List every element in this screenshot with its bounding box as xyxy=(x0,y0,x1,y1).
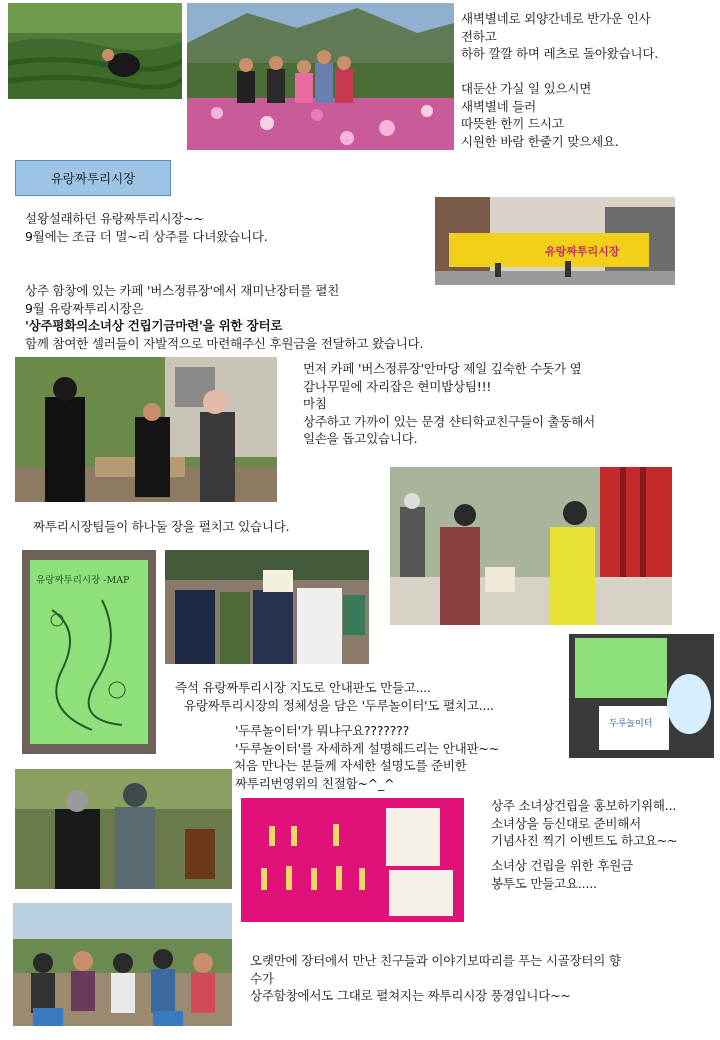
photo-statue xyxy=(15,769,232,889)
paragraph-8 xyxy=(491,857,633,892)
text-line: 소녀상 건립을 위한 후원금 xyxy=(491,858,633,873)
map-title: 유랑짜투리시장 -MAP xyxy=(36,575,130,586)
intro-line: 대둔산 가실 일 있으시면 xyxy=(461,81,592,96)
text-line: 상주하고 가까이 있는 문경 샨티학교친구들이 출동해서 xyxy=(303,413,595,429)
text-line: 오랫만에 장터에서 만난 친구들과 이야기보따리를 푸는 시골장터의 향 xyxy=(250,953,621,968)
photo-tea-field xyxy=(8,3,182,99)
photo-signs xyxy=(569,634,714,758)
photo-rice-table xyxy=(15,357,277,502)
intro-line: 하하 깔깔 하며 레츠로 돌아왔습니다. xyxy=(461,46,658,61)
intro-line: 새벽별네 들러 xyxy=(461,98,537,114)
paragraph-9 xyxy=(250,952,621,1005)
text-line: 상주함창에서도 그대로 펼쳐지는 짜투리시장 풍경입니다~~ xyxy=(250,988,571,1003)
text-line: 감나무밑에 자리잡은 현미밥상팀!!! xyxy=(303,378,492,394)
text-line: 수가 xyxy=(250,970,274,986)
text-line: 설왕설래하던 유랑짜투리시장~~ xyxy=(25,211,204,226)
intro-line: 시원한 바람 한줄기 맞으세요. xyxy=(461,133,619,149)
text-line: 짜투리번영위의 친절함~^_^ xyxy=(235,775,395,791)
intro-line xyxy=(461,63,658,81)
text-line: 봉투도 만들고요..... xyxy=(491,875,597,891)
text-line: 상주 함창에 있는 카페 '버스정류장'에서 재미난장터를 펼친 xyxy=(25,283,340,298)
intro-line: 새벽별네로 외양간네로 반가운 인사 xyxy=(461,11,651,26)
text-line: 9월에는 조금 더 멀~리 상주를 다녀왔습니다. xyxy=(25,228,268,244)
photo-crowd xyxy=(13,903,232,1026)
sign-label: 두루놀이터 xyxy=(609,719,653,729)
paragraph-1 xyxy=(25,210,268,245)
text-line: 함께 참여한 셀러들이 자발적으로 마련해주신 후원금을 전달하고 왔습니다. xyxy=(25,335,424,351)
section-tag: 유랑짜투리시장 xyxy=(15,160,171,196)
text-line-bold: '상주평화의소녀상 건립기금마련'을 위한 장터로 xyxy=(25,318,283,333)
paragraph-7 xyxy=(491,797,677,850)
text-line: '두루놀이터'가 뭐냐구요??????? xyxy=(235,723,410,738)
paragraph-2 xyxy=(25,282,423,352)
paragraph-4: 짜투리시장팀들이 하나둘 장을 펼치고 있습니다. xyxy=(33,519,290,534)
photo-market-stalls xyxy=(390,467,672,625)
paragraph-6 xyxy=(235,722,499,792)
text-line: 먼저 카페 '버스정류장'안마당 제일 깊숙한 수돗가 옆 xyxy=(303,361,582,376)
intro-line: 따뜻한 한끼 드시고 xyxy=(461,116,564,131)
intro-text xyxy=(461,10,658,150)
photo-pink-crafts xyxy=(241,798,464,922)
photo-clothes xyxy=(165,550,369,664)
paragraph-3 xyxy=(303,360,595,448)
photo-group-cosmos xyxy=(187,3,454,150)
text-line: '두루놀이터'를 자세하게 설명해드리는 안내판~~ xyxy=(235,740,499,756)
text-line: 9월 유랑짜투리시장은 xyxy=(25,300,144,316)
text-line: 유랑짜투리시장의 정체성을 담은 '두루놀이터'도 펼치고.... xyxy=(184,697,494,713)
text-line: 처음 만나는 분들께 자세한 설명도를 준비한 xyxy=(234,758,467,773)
intro-line: 전하고 xyxy=(461,28,497,44)
text-line: 마침 xyxy=(303,396,327,411)
text-line: 소녀상을 등신대로 준비해서 xyxy=(491,815,642,831)
banner-title: 유랑짜투리시장 xyxy=(545,245,620,258)
text-line: 상주 소녀상건립을 홍보하기위해... xyxy=(491,798,677,813)
text-line: 일손을 돕고있습니다. xyxy=(303,431,418,446)
photo-map-sign xyxy=(22,550,156,754)
text-line: 기념사진 찍기 이벤트도 하고요~~ xyxy=(491,833,678,848)
text-line: 즉석 유랑짜투리시장 지도로 안내판도 만들고.... xyxy=(175,680,431,695)
paragraph-5 xyxy=(175,679,494,714)
photo-banner-street xyxy=(435,197,675,285)
